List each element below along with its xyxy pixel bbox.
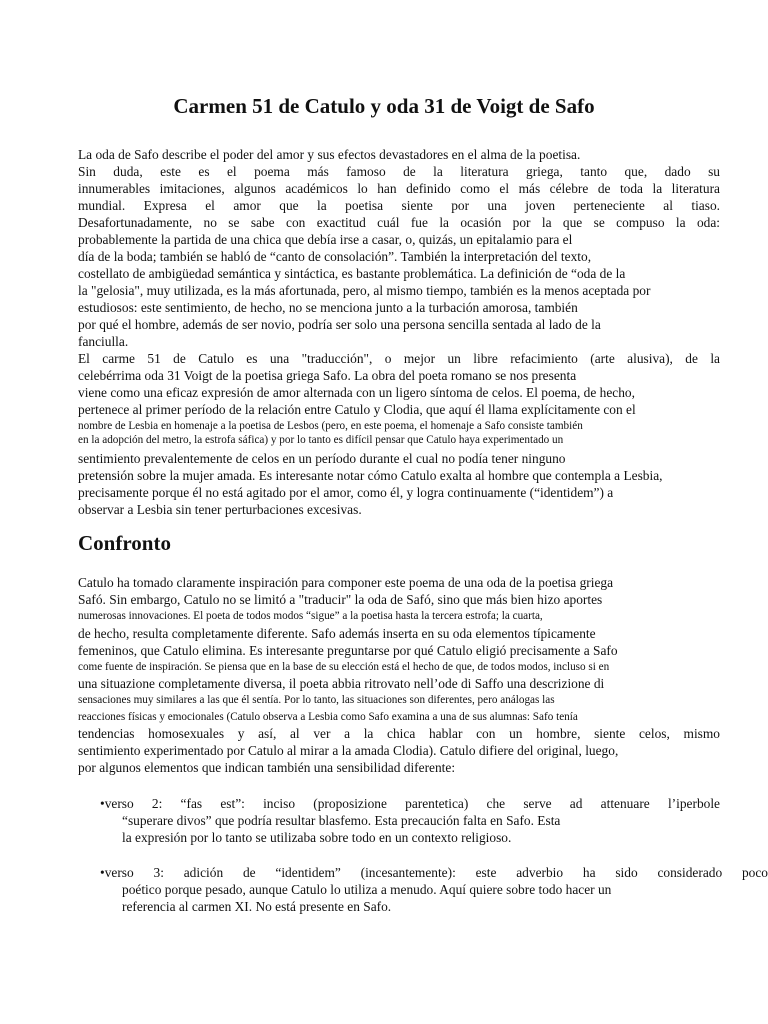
text-line: viene como una eficaz expresión de amor alternada con un ligero síntoma de celos. El poema, de hecho, bbox=[78, 385, 635, 400]
text-line: tendencias homosexuales y así, al ver a la chica hablar con un hombre, siente celos, mismo bbox=[78, 726, 720, 741]
text-line: de hecho, resulta completamente diferente. Safo además inserta en su oda elementos típicamente bbox=[78, 626, 596, 641]
text-line: observar a Lesbia sin tener perturbaciones excesivas. bbox=[78, 502, 362, 517]
text-line: probablemente la partida de una chica que debía irse a casar, o, quizás, un epitalamio para el bbox=[78, 232, 573, 247]
text-line: Sin duda, este es el poema más famoso de la literatura griega, tanto que, dado su bbox=[78, 164, 720, 179]
text-line: •verso 2: “fas est”: inciso (proposizione parentetica) che serve ad attenuare l’iperbole bbox=[100, 796, 720, 811]
text-line: Safó. Sin embargo, Catulo no se limitó a "traducir" la oda de Safó, sino que más bien hizo aportes bbox=[78, 592, 603, 607]
text-line: poético porque pesado, aunque Catulo lo utiliza a menudo. Aquí quiere sobre todo hacer un bbox=[122, 882, 612, 897]
text-line: la expresión por lo tanto se utilizaba sobre todo en un contexto religioso. bbox=[122, 830, 512, 845]
text-line: estudiosos: este sentimiento, de hecho, no se menciona junto a la turbación amorosa, también bbox=[78, 300, 578, 315]
text-line: numerosas innovaciones. El poeta de todos modos “sigue” a la poetisa hasta la tercera estrofa; la cuarta, bbox=[78, 610, 543, 622]
text-line: fanciulla. bbox=[78, 334, 129, 349]
text-line: pertenece al primer período de la relación entre Catulo y Clodia, que aquí él llama explícitamente con el bbox=[78, 402, 636, 417]
text-line: pretensión sobre la mujer amada. Es interesante notar cómo Catulo exalta al hombre que contempla a Lesbia, bbox=[78, 468, 663, 483]
text-line: nombre de Lesbia en homenaje a la poetisa de Lesbos (pero, en este poema, el homenaje a Safo consiste también bbox=[78, 420, 583, 432]
text-line: celebérrima oda 31 Voigt de la poetisa griega Safo. La obra del poeta romano se nos presenta bbox=[78, 368, 577, 383]
text-line: costellato de ambigüedad semántica y sintáctica, es bastante problemática. La definición de “oda de la bbox=[78, 266, 626, 281]
text-line: una situazione completamente diversa, il poeta abbia ritrovato nell’ode di Saffo una descrizione di bbox=[78, 676, 605, 691]
page-title: Carmen 51 de Catulo y oda 31 de Voigt de Safo bbox=[173, 94, 595, 118]
text-line: femeninos, que Catulo elimina. Es interesante preguntarse por qué Catulo eligió precisamente a Safo bbox=[78, 643, 618, 658]
text-line: la "gelosia", muy utilizada, es la más afortunada, pero, al mismo tiempo, también es la menos aceptada por bbox=[78, 283, 651, 298]
text-line: sentimiento experimentado por Catulo al mirar a la amada Clodia). Catulo difiere del original, luego, bbox=[78, 743, 619, 758]
text-line: reacciones físicas y emocionales (Catulo observa a Lesbia como Safo examina a una de sus alumnas: Safo tenía bbox=[78, 711, 578, 723]
text-line: día de la boda; también se habló de “canto de consolación”. También la interpretación del texto, bbox=[78, 249, 592, 264]
text-line: La oda de Safo describe el poder del amor y sus efectos devastadores en el alma de la poetisa. bbox=[78, 147, 581, 162]
text-line: precisamente porque él no está agitado por el amor, como él, y logra continuamente (“identidem”) a bbox=[78, 485, 614, 500]
text-line: come fuente de inspiración. Se piensa que en la base de su elección está el hecho de que, de todos modos, incluso si en bbox=[78, 661, 610, 673]
text-line: Desafortunadamente, no se sabe con exactitud cuál fue la ocasión por la que se compuso la oda: bbox=[78, 215, 720, 230]
text-line: por qué el hombre, además de ser novio, podría ser solo una persona sencilla sentada al lado de la bbox=[78, 317, 601, 332]
text-line: mundial. Expresa el amor que la poetisa siente por una joven perteneciente al tiaso. bbox=[78, 198, 720, 213]
text-line: •verso 3: adición de “identidem” (incesantemente): este adverbio ha sido considerado poco bbox=[100, 865, 768, 880]
text-line: Catulo ha tomado claramente inspiración para componer este poema de una oda de la poetisa griega bbox=[78, 575, 614, 590]
text-line: referencia al carmen XI. No está presente en Safo. bbox=[122, 899, 392, 914]
text-line: sensaciones muy similares a las que él sentía. Por lo tanto, las situaciones son diferentes, pero análogas las bbox=[78, 694, 555, 706]
section-heading: Confronto bbox=[78, 531, 171, 555]
text-line: El carme 51 de Catulo es una "traducción", o mejor un libre refacimiento (arte alusiva), de la bbox=[78, 351, 720, 366]
text-line: en la adopción del metro, la estrofa sáfica) y por lo tanto es difícil pensar que Catulo haya experimentado un bbox=[78, 434, 564, 446]
text-line: innumerables imitaciones, algunos académicos lo han definido como el más célebre de toda la literatura bbox=[78, 181, 720, 196]
text-line: “superare divos” que podría resultar blasfemo. Esta precaución falta en Safo. Esta bbox=[122, 813, 561, 828]
text-line: sentimiento prevalentemente de celos en un período durante el cual no podía tener ninguno bbox=[78, 451, 566, 466]
text-line: por algunos elementos que indican también una sensibilidad diferente: bbox=[78, 760, 456, 775]
